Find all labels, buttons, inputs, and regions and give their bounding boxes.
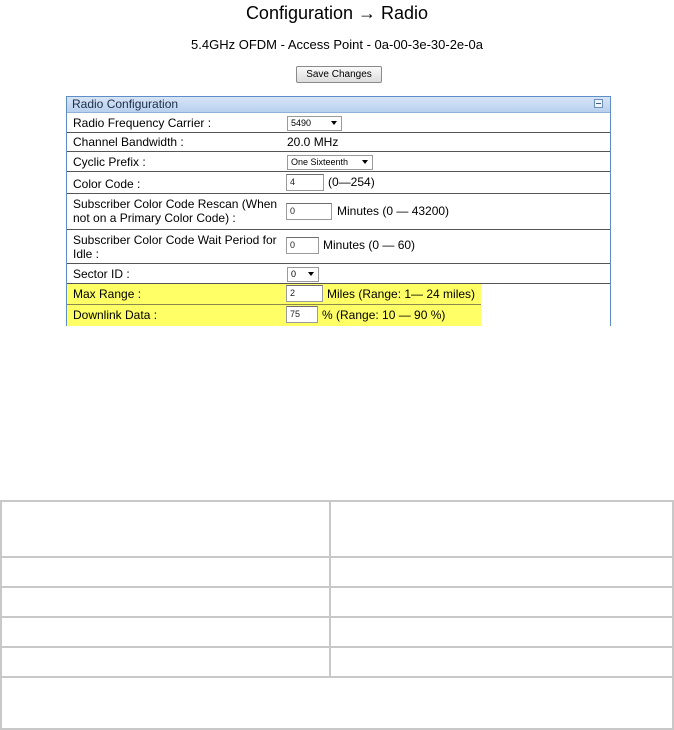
radio-configuration-panel: [66, 96, 611, 326]
row-sector-id: [67, 264, 610, 284]
table-cell: [1, 587, 330, 617]
collapse-icon[interactable]: [594, 99, 603, 108]
table-row: [1, 647, 673, 677]
row-label: Cyclic Prefix :: [73, 155, 146, 169]
row-label: Channel Bandwidth :: [73, 135, 184, 149]
row-label: Downlink Data :: [73, 308, 158, 322]
rescan-minutes-range: Minutes (0 — 43200): [337, 204, 450, 218]
downlink-data-hint: % (Range: 10 — 90 %): [322, 308, 446, 322]
select-value: 5490: [291, 118, 312, 128]
select-value: 0: [291, 269, 297, 279]
color-code-range: (0—254): [328, 175, 375, 189]
row-cyclic-prefix: [67, 152, 610, 172]
downlink-data-input[interactable]: 75: [286, 306, 318, 323]
row-label: Max Range :: [73, 287, 142, 301]
wait-period-range: Minutes (0 — 60): [323, 238, 416, 252]
chevron-down-icon: [331, 121, 337, 125]
table-cell: [330, 557, 673, 587]
wait-period-input[interactable]: 0: [286, 237, 319, 254]
table-row: [1, 557, 673, 587]
row-label: Radio Frequency Carrier :: [73, 116, 212, 130]
row-downlink-data: [67, 305, 481, 326]
table-cell: [330, 587, 673, 617]
chevron-down-icon: [308, 272, 314, 276]
table-cell: [330, 617, 673, 647]
page-title: Configuration → Radio: [245, 3, 429, 23]
table-row: [1, 587, 673, 617]
sector-id-select[interactable]: [287, 267, 319, 282]
row-label: Color Code :: [73, 177, 141, 191]
row-label-line-2: Idle :: [73, 247, 100, 261]
save-changes-button[interactable]: Save Changes: [296, 66, 382, 83]
row-label-line-1: Subscriber Color Code Wait Period for: [73, 233, 277, 247]
rescan-minutes-input[interactable]: 0: [286, 203, 332, 220]
table-row: [1, 501, 673, 557]
row-color-code-rescan: [67, 194, 610, 230]
table-cell: [330, 647, 673, 677]
panel-title: Radio Configuration: [72, 97, 179, 111]
row-wait-period-idle: [67, 230, 610, 264]
empty-table: [0, 500, 674, 730]
frequency-carrier-select[interactable]: [287, 116, 342, 131]
table-cell: [1, 677, 673, 729]
table-row: [1, 677, 673, 729]
page-subtitle: 5.4GHz OFDM - Access Point - 0a-00-3e-30-2e-0a: [191, 37, 483, 52]
table-cell: [1, 647, 330, 677]
cyclic-prefix-select[interactable]: [287, 155, 373, 170]
row-label: Sector ID :: [73, 267, 130, 281]
table-row: [1, 617, 673, 647]
row-radio-frequency-carrier: [67, 113, 610, 133]
channel-bandwidth-value: 20.0 MHz: [287, 135, 339, 149]
table-cell: [330, 501, 673, 557]
max-range-hint: Miles (Range: 1— 24 miles): [327, 287, 476, 301]
panel-header: [67, 97, 610, 113]
row-channel-bandwidth: [67, 133, 610, 152]
chevron-down-icon: [362, 160, 368, 164]
table-cell: [1, 501, 330, 557]
row-label-line-1: Subscriber Color Code Rescan (When: [73, 197, 278, 211]
color-code-input[interactable]: 4: [286, 174, 324, 191]
row-max-range: [67, 284, 481, 305]
table-cell: [1, 557, 330, 587]
table-cell: [1, 617, 330, 647]
row-label-line-2: not on a Primary Color Code) :: [73, 211, 236, 225]
max-range-input[interactable]: 2: [286, 285, 323, 302]
row-color-code: [67, 172, 610, 194]
select-value: One Sixteenth: [291, 157, 349, 167]
